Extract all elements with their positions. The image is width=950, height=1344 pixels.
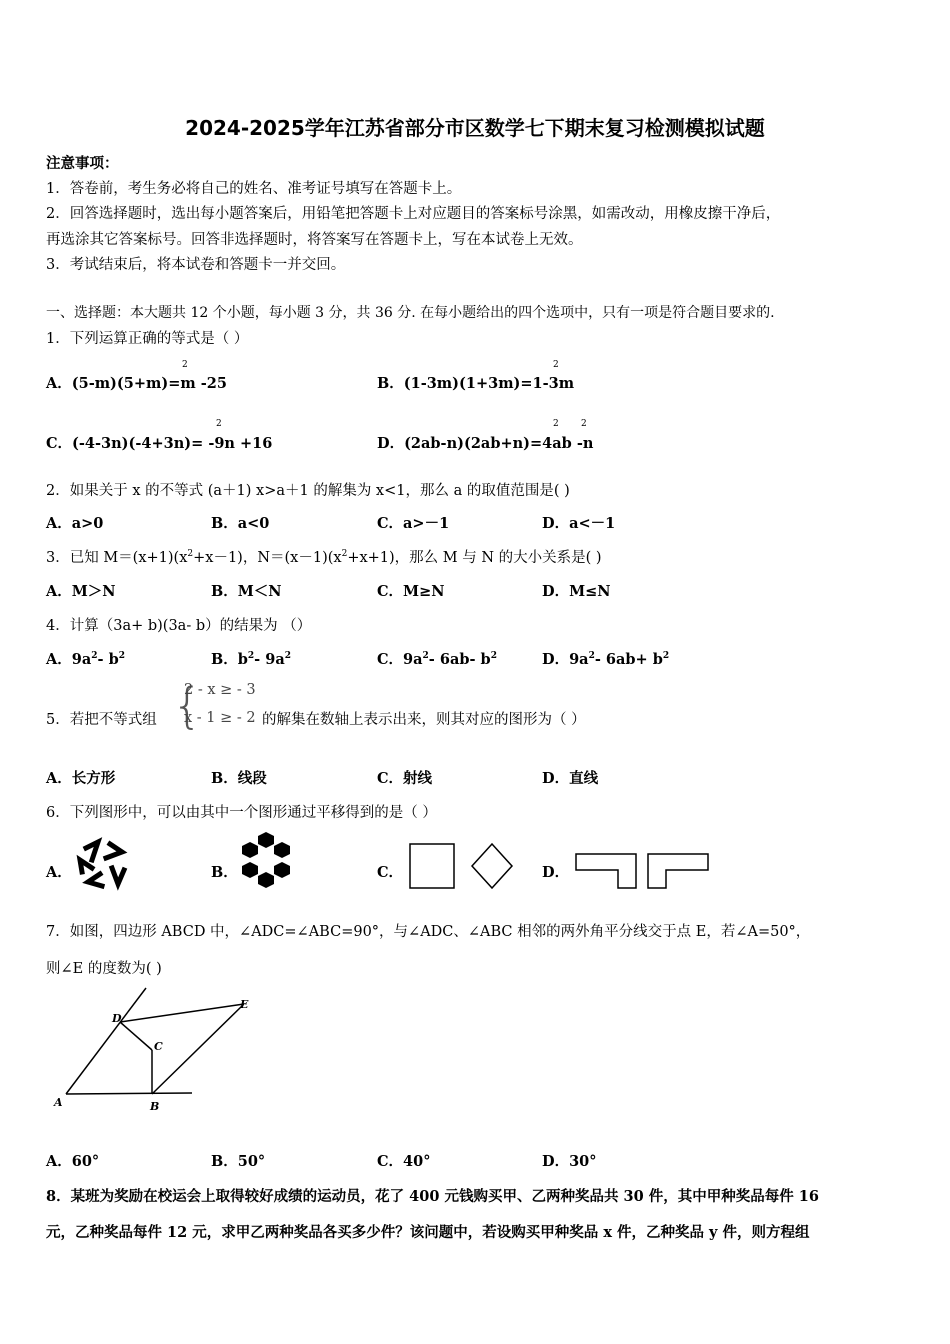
q7-option-b[interactable]: B．50° <box>211 1153 266 1170</box>
point-b-label: B <box>150 1100 160 1113</box>
q3-option-c[interactable]: C．M≥N <box>377 583 445 600</box>
notice-item-2a: 2．回答选择题时，选出每小题答案后，用铅笔把答题卡上对应题目的答案标号涂黑，如需改动，用橡皮擦干净后， <box>46 206 781 222</box>
q1-option-a[interactable]: A．(5-m)(5+m)=m -25 <box>46 375 227 392</box>
q2-option-a[interactable]: A．a>0 <box>46 515 104 532</box>
q5-option-b[interactable]: B．线段 <box>211 770 267 787</box>
q1-option-b[interactable]: B．(1-3m)(1+3m)=1-3m <box>377 375 575 392</box>
q2-option-c[interactable]: C．a>－1 <box>377 515 450 532</box>
q7-stem-2: 则∠E 的度数为( ) <box>46 961 162 977</box>
q4-option-d[interactable]: D．$9a^2-$ $6ab+ b^2$ <box>542 651 670 668</box>
q1-d-exponent-2: 2 <box>581 419 587 429</box>
q6-stem: 6．下列图形中，可以由其中一个图形通过平移得到的是（ ） <box>46 805 437 821</box>
pinwheel-figure <box>76 838 130 892</box>
q3-option-d[interactable]: D．M≤N <box>542 583 611 600</box>
point-c-label: C <box>154 1040 163 1053</box>
page-title: 2024-2025学年江苏省部分市区数学七下期末复习检测模拟试题 <box>185 116 765 140</box>
section-heading: 一、选择题：本大题共 12 个小题，每小题 3 分，共 36 分. 在每小题给出的四个选项中，只有一项是符合题目要求的. <box>46 305 775 321</box>
l-shapes-figure <box>574 852 712 892</box>
notice-item-2b: 再选涂其它答案标号。回答非选择题时，将答案写在答题卡上，写在本试卷上无效。 <box>46 232 583 248</box>
q1-c-exponent: 2 <box>216 419 222 429</box>
q8-stem-2: 元，乙种奖品每件 12 元，求甲乙两种奖品各买多少件？该问题中，若设购买甲种奖品 x 件，乙种奖品 y 件，则方程组 <box>46 1224 810 1241</box>
q5-option-a[interactable]: A．长方形 <box>46 770 116 787</box>
q4-option-b[interactable]: B．$b^2-$ $9a^2$ <box>211 651 291 668</box>
q1-option-c[interactable]: C．(-4-3n)(-4+3n)= -9n +16 <box>46 435 273 452</box>
notice-item-3: 3．考试结束后，将本试卷和答题卡一并交回。 <box>46 257 346 273</box>
q3-option-a[interactable]: A．M＞N <box>46 583 116 600</box>
q5-option-c[interactable]: C．射线 <box>377 770 433 787</box>
q6-option-a[interactable]: A． <box>46 864 72 881</box>
inequality-2: x - 1 ≥ - 2 <box>184 710 256 726</box>
brace-icon: { <box>172 678 203 734</box>
point-a-label: A <box>54 1096 63 1109</box>
q1-option-d[interactable]: D．(2ab-n)(2ab+n)=4ab -n <box>377 435 594 452</box>
q1-a-exponent: 2 <box>182 360 188 370</box>
q5-stem-prefix: 5．若把不等式组 <box>46 712 157 728</box>
q5-option-d[interactable]: D．直线 <box>542 770 599 787</box>
inequality-system <box>172 680 268 736</box>
hexagon-cluster-figure <box>238 832 294 890</box>
q6-option-b[interactable]: B． <box>211 864 238 881</box>
notice-heading: 注意事项： <box>46 155 119 172</box>
point-e-label: E <box>240 998 249 1011</box>
q8-stem-1: 8．某班为奖励在校运会上取得较好成绩的运动员，花了 400 元钱购买甲、乙两种奖品共 30 件，其中甲种奖品每件 16 <box>46 1188 819 1205</box>
q1-b-exponent: 2 <box>553 360 559 370</box>
q2-option-b[interactable]: B．a<0 <box>211 515 270 532</box>
q5-stem-suffix: 的解集在数轴上表示出来，则其对应的图形为（ ） <box>262 712 586 728</box>
quadrilateral-figure <box>46 984 256 1114</box>
notice-item-1: 1．答卷前，考生务必将自己的姓名、准考证号填写在答题卡上。 <box>46 181 462 197</box>
q1-stem: 1．下列运算正确的等式是（ ） <box>46 331 249 347</box>
q2-option-d[interactable]: D．a<－1 <box>542 515 616 532</box>
q3-stem: 3．已知 $M=(x+1)(x^2+x-1)$，$N=(x-1)(x^2+x+1)$，那么 M 与 N 的大小关系是( ) <box>46 549 602 566</box>
q6-option-d[interactable]: D． <box>542 864 570 881</box>
inequality-1: 2 - x ≥ - 3 <box>184 682 256 698</box>
q3-option-b[interactable]: B．M＜N <box>211 583 282 600</box>
q1-d-exponent-1: 2 <box>553 419 559 429</box>
q2-stem: 2．如果关于 x 的不等式 (a＋1) x>a＋1 的解集为 x<1，那么 a 的取值范围是( ) <box>46 483 570 499</box>
point-d-label: D <box>112 1012 122 1025</box>
q7-stem-1: 7．如图，四边形 ABCD 中，∠ADC=∠ABC=90°，与∠ADC、∠ABC 相邻的两外角平分线交于点 E，若∠A=50°， <box>46 924 811 940</box>
q6-option-c[interactable]: C． <box>377 864 404 881</box>
q7-option-a[interactable]: A．60° <box>46 1153 100 1170</box>
q4-option-a[interactable]: A．$9a^2-$ $b^2$ <box>46 651 125 668</box>
q4-option-c[interactable]: C．$9a^2-$ 6ab- $b^2$ <box>377 651 497 668</box>
q7-option-d[interactable]: D．30° <box>542 1153 597 1170</box>
square-diamond-figure <box>408 842 516 890</box>
q7-option-c[interactable]: C．40° <box>377 1153 431 1170</box>
q4-stem: 4．计算（3a+ b)(3a- b）的结果为 （） <box>46 618 312 634</box>
